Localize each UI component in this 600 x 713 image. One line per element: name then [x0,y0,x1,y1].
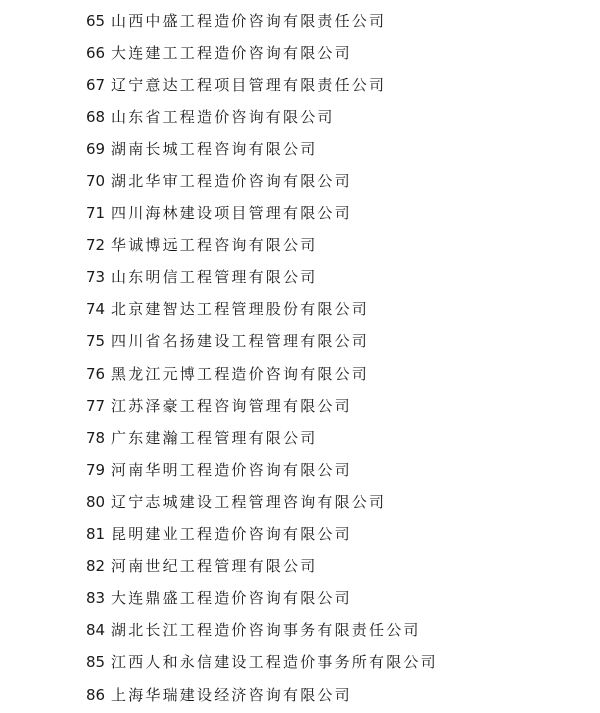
item-number: 80 [86,492,106,511]
list-item [86,133,438,165]
list-item [86,519,438,551]
list-item [86,422,438,454]
list-item [86,486,438,518]
company-name: 华诚博远工程咨询有限公司 [111,236,318,255]
company-name: 昆明建业工程造价咨询有限公司 [111,525,352,544]
list-item [86,198,438,230]
item-number: 75 [86,332,106,351]
company-name: 辽宁志城建设工程管理咨询有限公司 [111,492,387,511]
list-item [86,37,438,69]
list-item [86,647,438,679]
company-name: 黑龙江元博工程造价咨询有限公司 [111,364,370,383]
company-name: 四川海林建设项目管理有限公司 [111,204,352,223]
item-number: 84 [86,621,106,640]
item-number: 66 [86,43,106,62]
item-number: 82 [86,557,106,576]
company-name: 河南世纪工程管理有限公司 [111,557,318,576]
company-name: 山西中盛工程造价咨询有限责任公司 [111,11,387,30]
list-item [86,583,438,615]
company-name: 山东明信工程管理有限公司 [111,268,318,287]
company-name: 北京建智达工程管理股份有限公司 [111,300,370,319]
list-item [86,294,438,326]
company-name: 辽宁意达工程项目管理有限责任公司 [111,75,387,94]
item-number: 69 [86,139,106,158]
company-name: 湖南长城工程咨询有限公司 [111,139,318,158]
company-name: 上海华瑞建设经济咨询有限公司 [111,685,352,704]
item-number: 76 [86,364,106,383]
list-item [86,326,438,358]
list-item [86,101,438,133]
company-name: 湖北华审工程造价咨询有限公司 [111,172,352,191]
list-item [86,615,438,647]
list-item [86,551,438,583]
company-name: 广东建瀚工程管理有限公司 [111,428,318,447]
list-item [86,69,438,101]
list-item [86,5,438,37]
item-number: 86 [86,685,106,704]
item-number: 67 [86,75,106,94]
item-number: 68 [86,107,106,126]
company-name: 江西人和永信建设工程造价事务所有限公司 [111,653,438,672]
list-item [86,679,438,711]
company-name: 河南华明工程造价咨询有限公司 [111,460,352,479]
company-name: 山东省工程造价咨询有限公司 [111,107,335,126]
item-number: 81 [86,525,106,544]
item-number: 77 [86,396,106,415]
company-name: 大连建工工程造价咨询有限公司 [111,43,352,62]
company-name: 大连鼎盛工程造价咨询有限公司 [111,589,352,608]
company-name: 四川省名扬建设工程管理有限公司 [111,332,370,351]
list-item [86,358,438,390]
item-number: 83 [86,589,106,608]
list-item [86,390,438,422]
item-number: 73 [86,268,106,287]
company-list [86,5,438,711]
item-number: 78 [86,428,106,447]
item-number: 85 [86,653,106,672]
list-item [86,165,438,197]
item-number: 71 [86,204,106,223]
company-name: 江苏泽豪工程咨询管理有限公司 [111,396,352,415]
item-number: 74 [86,300,106,319]
list-item [86,230,438,262]
item-number: 70 [86,172,106,191]
list-item [86,262,438,294]
item-number: 65 [86,11,106,30]
company-name: 湖北长江工程造价咨询事务有限责任公司 [111,621,421,640]
list-item [86,454,438,486]
item-number: 79 [86,460,106,479]
item-number: 72 [86,236,106,255]
